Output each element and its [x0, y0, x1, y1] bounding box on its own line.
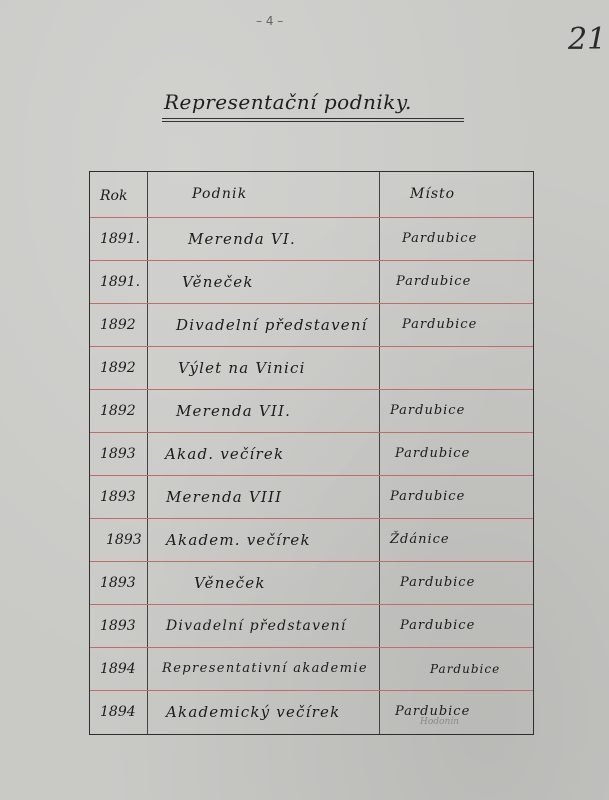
- row-event: Representativní akademie: [162, 661, 368, 676]
- row-year: 1892: [100, 359, 136, 376]
- title-underline: [162, 118, 464, 119]
- row-place: Pardubice: [402, 231, 478, 246]
- row-year: 1893: [100, 445, 136, 462]
- events-table: [89, 171, 534, 735]
- row-event: Výlet na Vinici: [178, 358, 306, 377]
- table-row: [90, 690, 533, 733]
- row-year: 1892: [100, 316, 136, 333]
- table-row: [90, 260, 533, 303]
- faint-annotation: Hodonín: [420, 717, 459, 727]
- row-year: 1893: [100, 574, 136, 591]
- table-row: [90, 217, 533, 260]
- table-row: [90, 647, 533, 690]
- row-place: Ždánice: [390, 532, 450, 547]
- row-event: Akadem. večírek: [166, 530, 311, 549]
- row-place: [402, 346, 542, 389]
- row-event: Divadelní představení: [176, 315, 368, 334]
- row-year: 1893: [100, 488, 136, 505]
- row-event: Věneček: [182, 272, 254, 291]
- table-row: [90, 303, 533, 346]
- table-row: [90, 475, 533, 518]
- header-event: Podnik: [192, 186, 248, 202]
- row-place: Pardubice: [390, 489, 466, 504]
- page-title: Representační podniky.: [164, 90, 412, 114]
- table-row: [90, 432, 533, 475]
- row-place: Pardubice: [390, 403, 466, 418]
- row-event: Divadelní představení: [166, 617, 347, 634]
- row-year: 1893: [106, 531, 142, 548]
- title-underline-second: [162, 121, 464, 122]
- page-number: 21: [568, 22, 607, 57]
- table-row: [90, 389, 533, 432]
- table-row: [90, 518, 533, 561]
- row-year: 1892: [100, 402, 136, 419]
- table-row: [90, 346, 533, 389]
- row-place: Pardubice: [400, 618, 476, 633]
- row-year: 1894: [100, 703, 136, 720]
- row-event: Akad. večírek: [165, 444, 285, 463]
- table-row: [90, 561, 533, 604]
- row-place: Pardubice: [395, 704, 471, 719]
- header-year: Rok: [100, 187, 128, 204]
- row-year: 1891.: [100, 230, 141, 247]
- row-place: Pardubice: [395, 446, 471, 461]
- row-year: 1894: [100, 660, 136, 677]
- row-event: Akademický večírek: [166, 702, 341, 721]
- header-place: Místo: [410, 186, 456, 202]
- row-year: 1893: [100, 617, 136, 634]
- row-event: Merenda VIII: [166, 487, 283, 506]
- row-place: Pardubice: [400, 575, 476, 590]
- row-place: Pardubice: [430, 661, 501, 676]
- top-mark: – 4 –: [256, 14, 284, 28]
- table-row: [90, 604, 533, 647]
- table-header: [90, 174, 533, 217]
- row-place: Pardubice: [396, 274, 472, 289]
- row-event: Merenda VI.: [188, 229, 296, 248]
- row-event: Věneček: [194, 573, 266, 592]
- row-place: Pardubice: [402, 317, 478, 332]
- row-event: Merenda VII.: [176, 401, 292, 420]
- row-year: 1891.: [100, 273, 141, 290]
